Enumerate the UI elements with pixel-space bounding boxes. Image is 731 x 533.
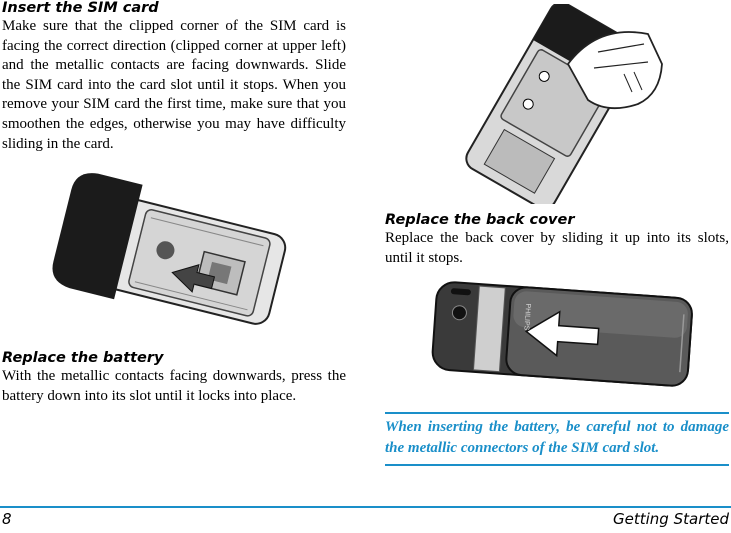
back-cover-heading: Replace the back cover — [385, 212, 575, 228]
back-cover-instructions: Replace the back cover by sliding it up into its slots, until it stops. — [385, 230, 729, 266]
cover-brand-logo: PHILIPS — [522, 303, 532, 331]
sim-instructions: Make sure that the clipped corner of the SIM card is facing the correct direction (clipped corner at upper left) and the metallic contacts are facing downwards. Slide the SIM card into the card slot until it stops. When you remove your SIM card the first time, make sure that you smoothen the edges, otherwise you may have difficulty sliding in the card. — [2, 18, 346, 152]
battery-warning-note: When inserting the battery, be careful not to damage the metallic connectors of the SIM card slot. — [385, 412, 729, 466]
sim-heading: Insert the SIM card — [2, 0, 159, 16]
back-cover-section — [385, 212, 729, 268]
battery-section — [2, 350, 346, 406]
page-number: 8 — [2, 510, 12, 528]
left-column — [2, 0, 346, 154]
battery-heading: Replace the battery — [2, 350, 164, 366]
section-title: Getting Started — [613, 510, 729, 528]
battery-instructions: With the metallic contacts facing downwards, press the battery down into its slot until it locks into place. — [2, 368, 346, 404]
sim-card-illustration — [52, 172, 292, 342]
footer-divider — [0, 506, 731, 508]
battery-hand-illustration — [448, 4, 664, 204]
back-cover-illustration — [428, 272, 698, 402]
